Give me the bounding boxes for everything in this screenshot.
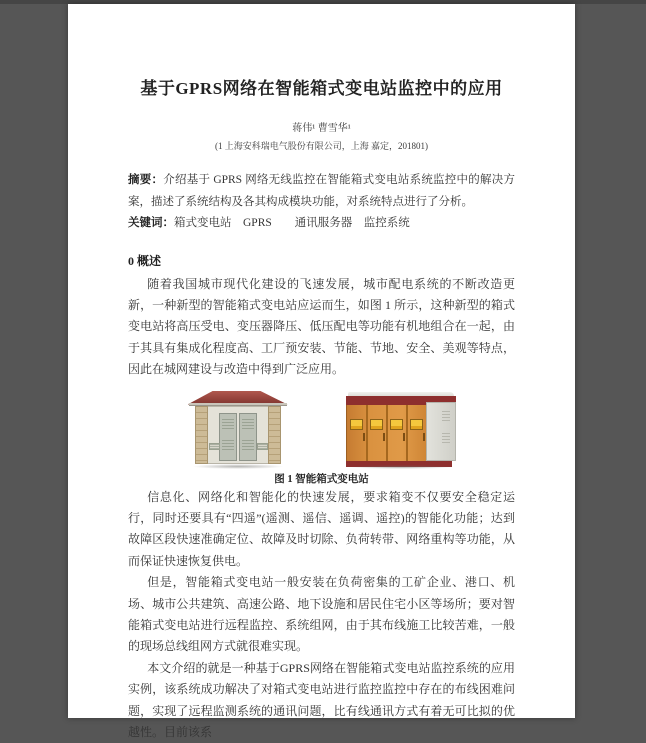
body-paragraph-4: 本文介绍的就是一种基于GPRS网络在智能箱式变电站监控系统的应用实例，该系统成功解决了对箱式变电站进行监控监控中存在的布线困难问题，实现了远程监测系统的通讯问题，比有线通讯方式有着无可比拟的优越性。目前该系 xyxy=(128,660,515,739)
substation-door-left xyxy=(219,413,237,461)
keywords-text: 箱式变电站 GPRS 通讯服务器 监控系统 xyxy=(174,217,410,229)
door-vent xyxy=(222,419,234,431)
section-0-heading: 0 概述 xyxy=(128,253,162,268)
side-vent xyxy=(442,411,450,421)
door-handle xyxy=(423,433,425,441)
document-page xyxy=(68,4,575,739)
door-window xyxy=(410,419,423,430)
affiliation-line: (1 上海安科瑞电气股份有限公司，上海 嘉定，201801) xyxy=(215,141,428,151)
door-window xyxy=(370,419,383,430)
keywords-label: 关键词： xyxy=(128,217,174,229)
paper-title: 基于GPRS网络在智能箱式变电站监控中的应用 xyxy=(140,79,503,98)
side-vent xyxy=(442,433,450,443)
wall-vent xyxy=(257,443,268,450)
substation-door-right xyxy=(239,413,257,461)
body-paragraph-1: 随着我国城市现代化建设的飞速发展，城市配电系统的不断改造更新，一种新型的智能箱式变电站应运而生，如图 1 所示，这种新型的箱式变电站将高压受电、变压器降压、低压配电等功能有机地组合在一起，由于其具有集成化程度高、工厂预安装、节能、节地、安全、美观等特点，因此在城网建设与改造中得到广泛应用。 xyxy=(128,276,515,377)
door-separator xyxy=(366,405,368,461)
keywords-paragraph xyxy=(128,213,515,235)
abstract-label: 摘要： xyxy=(128,174,164,186)
body-paragraph-3: 但是，智能箱式变电站一般安装在负荷密集的工矿企业、港口、机场、城市公共建筑、高速公路、地下设施和居民住宅小区等场所；要对智能箱式变电站进行远程监控、系统组网，由于其布线施工比较苦难，一般的现场总线组网方式就很难实现。 xyxy=(128,575,515,654)
abstract-paragraph xyxy=(128,170,515,213)
door-window xyxy=(350,419,363,430)
door-handle xyxy=(363,433,365,441)
authors-line: 蒋伟¹ 曹雪华¹ xyxy=(292,123,351,134)
page-content xyxy=(68,74,575,743)
door-vent xyxy=(242,440,254,452)
substation-stone-pillar-left xyxy=(195,406,208,464)
substation-side-panel xyxy=(426,402,456,461)
door-handle xyxy=(403,433,405,441)
door-window xyxy=(390,419,403,430)
ground-shadow xyxy=(348,465,454,469)
ground-shadow xyxy=(192,464,284,469)
door-vent xyxy=(242,419,254,431)
figure-1-caption: 图 1 智能箱式变电站 xyxy=(274,473,369,485)
door-handle xyxy=(383,433,385,441)
figure-1 xyxy=(128,389,515,469)
body-paragraph-2: 信息化、网络化和智能化的快速发展，要求箱变不仅要安全稳定运行，同时还要具有“四遥”(遥测、遥信、遥调、遥控)的智能化功能；达到故障区段快速准确定位、故障及时切除、负荷转带、网络重构等功能，从而保证快速恢复供电。 xyxy=(128,489,515,568)
figure-1-right-substation-photo xyxy=(346,392,456,469)
substation-front-doors xyxy=(346,405,426,461)
substation-stone-pillar-right xyxy=(268,406,281,464)
abstract-text: 介绍基于 GPRS 网络无线监控在智能箱式变电站系统监控中的解决方案，描述了系统结构及各其构成模块功能，对系统特点进行了分析。 xyxy=(128,174,516,208)
door-vent xyxy=(222,440,234,452)
wall-vent xyxy=(209,443,220,450)
door-separator xyxy=(406,405,408,461)
figure-1-left-substation-photo xyxy=(188,391,288,469)
door-separator xyxy=(386,405,388,461)
